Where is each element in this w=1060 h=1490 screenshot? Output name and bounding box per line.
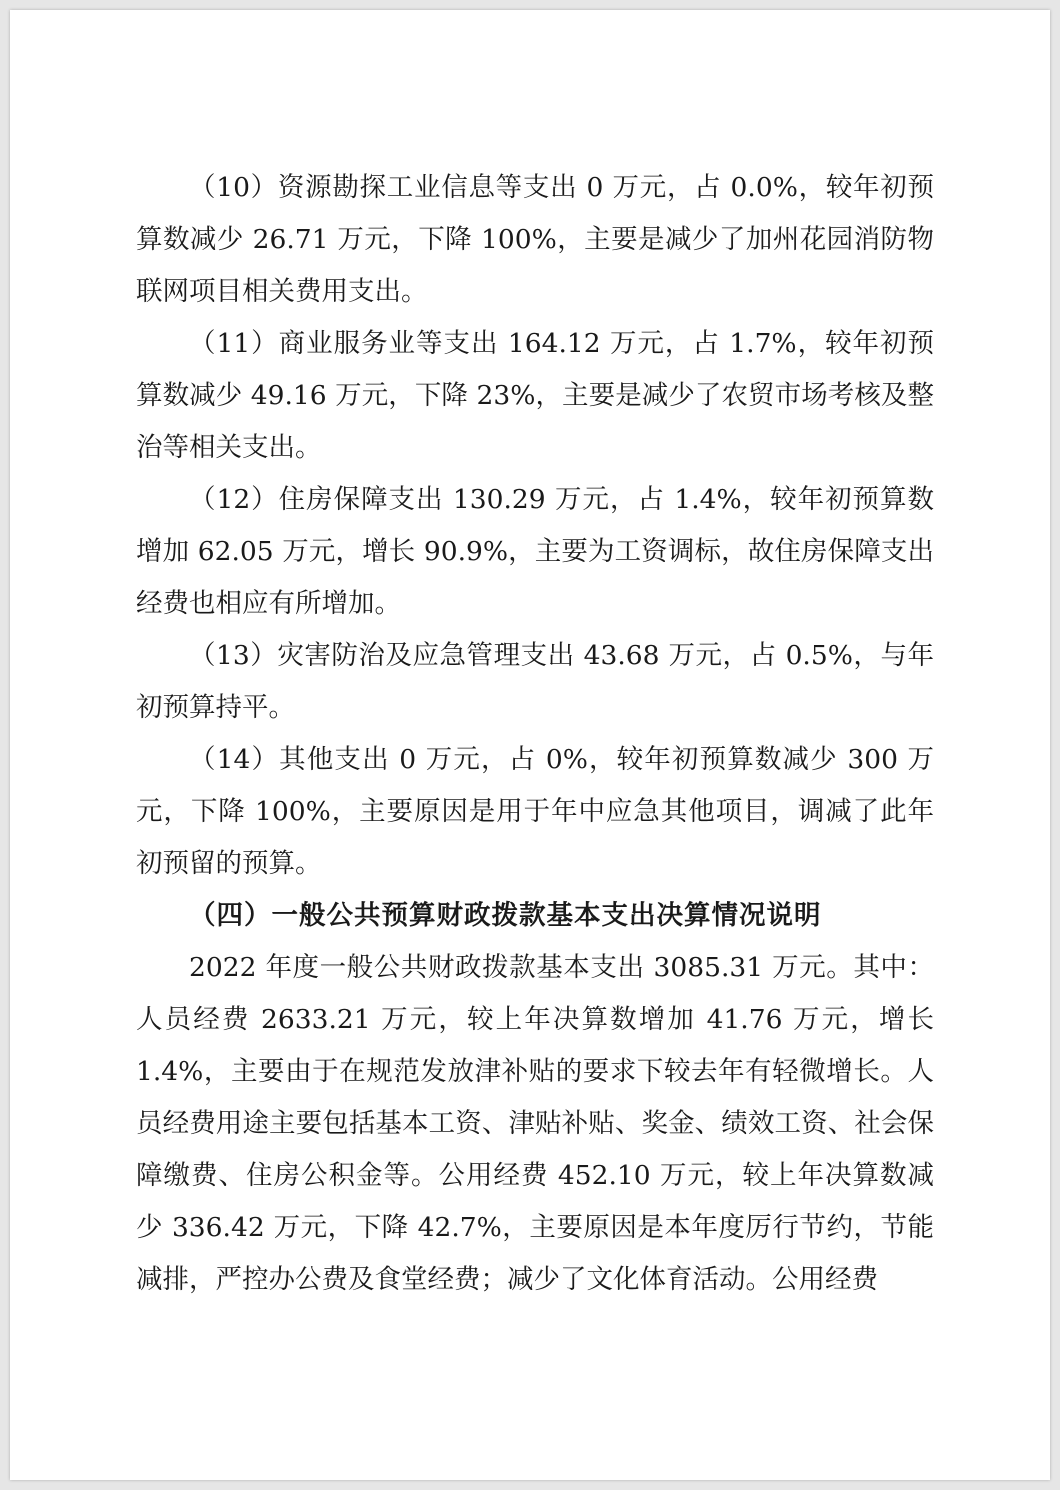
paragraph-item-13: （13）灾害防治及应急管理支出 43.68 万元，占 0.5%，与年初预算持平。 <box>136 640 934 723</box>
paragraph-item-11: （11）商业服务业等支出 164.12 万元，占 1.7%，较年初预算数减少 49.16 万元，下降 23%，主要是减少了农贸市场考核及整治等相关支出。 <box>136 328 934 463</box>
section-heading: （四）一般公共预算财政拨款基本支出决算情况说明 <box>189 900 822 931</box>
paragraph-item-12: （12）住房保障支出 130.29 万元，占 1.4%，较年初预算数增加 62.05 万元，增长 90.9%，主要为工资调标，故住房保障支出经费也相应有所增加。 <box>136 484 934 619</box>
document-body <box>136 162 934 1306</box>
paragraph-item-10: （10）资源勘探工业信息等支出 0 万元，占 0.0%，较年初预算数减少 26.71 万元，下降 100%，主要是减少了加州花园消防物联网项目相关费用支出。 <box>136 172 934 307</box>
paragraph-basic-expenditure: 2022 年度一般公共财政拨款基本支出 3085.31 万元。其中：人员经费 2633.21 万元，较上年决算数增加 41.76 万元，增长 1.4%，主要由于在规范发放津补贴的要求下较去年有轻微增长。人员经费用途主要包括基本工资、津贴补贴、奖金、绩效工资、社会保障缴费、住房公积金等。公用经费 452.10 万元，较上年决算数减少 336.42 万元，下降 42.7%，主要原因是本年度厉行节约，节能减排，严控办公费及食堂经费；减少了文化体育活动。公用经费 <box>136 952 934 1295</box>
document-page <box>10 10 1050 1480</box>
paragraph-item-14: （14）其他支出 0 万元，占 0%，较年初预算数减少 300 万元，下降 100%，主要原因是用于年中应急其他项目，调减了此年初预留的预算。 <box>136 744 934 879</box>
